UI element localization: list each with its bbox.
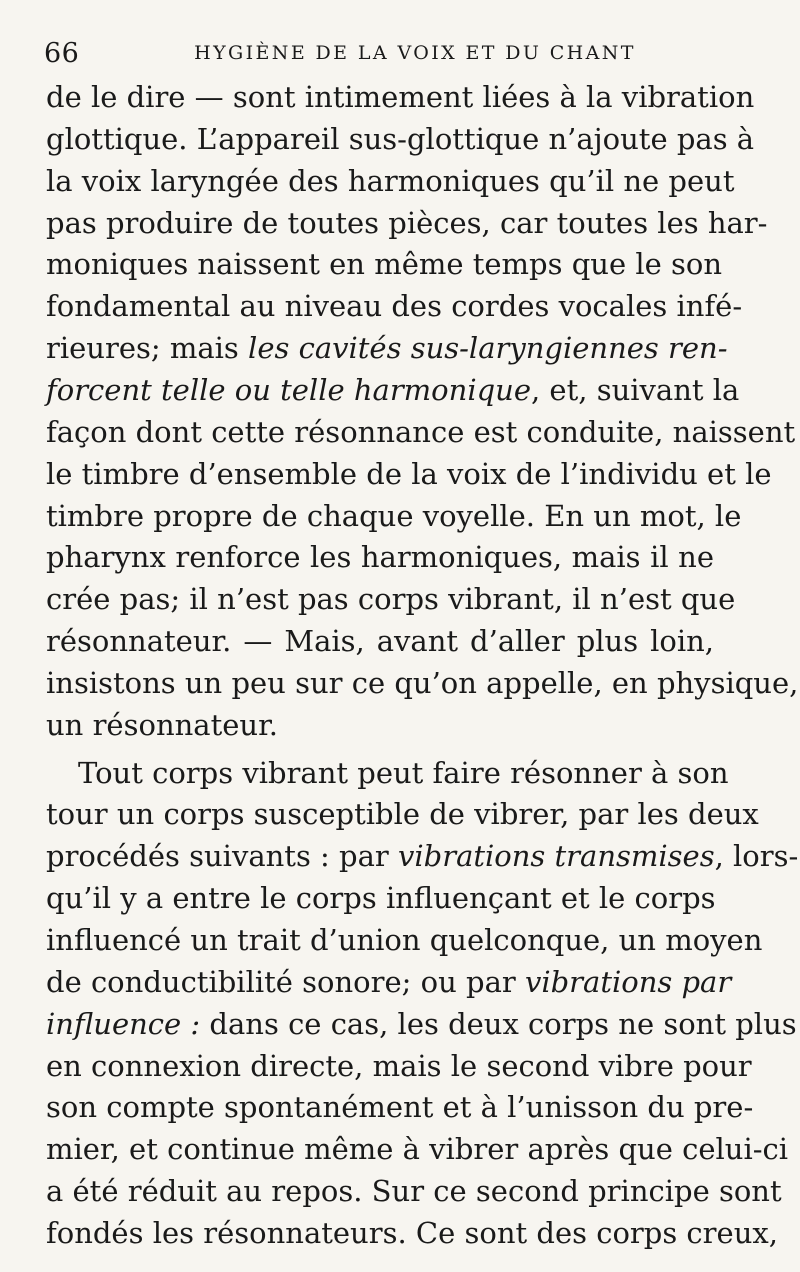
text-run: , et, suivant la [531,372,740,407]
text-run: a été réduit au repos. Sur ce second principe sont [46,1174,782,1209]
italic-phrase: forcent telle ou telle harmonique [46,372,531,407]
text-line [46,538,714,578]
text-run: de conductibilité sonore; ou par [46,964,525,999]
text-run: insistons un peu sur ce qu’on appelle, en physique, [46,665,799,700]
text-line [46,413,796,453]
text-run: façon dont cette résonnance est conduite, naissent [46,414,796,449]
text-line [46,706,714,746]
text-line [46,879,714,919]
italic-phrase: vibrations transmises [397,839,715,874]
text-line [46,78,755,118]
text-run: timbre propre de chaque voyelle. En un mot, le [46,498,742,533]
text-run: dans ce cas, les deux corps ne sont plus [200,1006,797,1041]
text-line [46,1214,778,1254]
text-run: qu’il y a entre le corps influençant et le corps [46,881,716,916]
text-line [46,1088,754,1128]
text-line [46,371,740,411]
text-run: tour un corps susceptible de vibrer, par les deux [46,797,759,832]
text-run: Tout corps vibrant peut faire résonner à son [78,755,729,790]
text-run: fondés les résonnateurs. Ce sont des corps creux, [46,1215,778,1250]
text-line [46,1130,789,1170]
text-line [46,455,772,495]
text-line [46,329,728,369]
text-run: glottique. L’appareil sus-glottique n’ajoute pas à [46,121,755,156]
text-run: mier, et continue même à vibrer après que celui-ci [46,1132,789,1167]
text-line [46,204,768,244]
text-line [46,245,723,285]
text-line [46,580,736,620]
text-run: la voix laryngée des harmoniques qu’il ne peut [46,163,735,198]
text-run: , lors- [714,839,799,874]
italic-phrase: vibrations par [524,964,732,999]
text-run: le timbre d’ensemble de la voix de l’individu et le [46,456,772,491]
text-line [46,837,799,877]
text-run: pas produire de toutes pièces, car toutes les har- [46,205,768,240]
text-run: résonnateur. — Mais, avant d’aller plus loin, [46,624,714,659]
italic-phrase: les cavités sus-laryngiennes ren- [248,331,728,366]
text-line [78,754,729,794]
text-run: pharynx renforce les harmoniques, mais il ne [46,540,714,575]
italic-phrase: influence : [46,1006,201,1041]
text-run: en connexion directe, mais le second vibre pour [46,1048,752,1083]
text-run: crée pas; il n’est pas corps vibrant, il n’est que [46,582,736,617]
text-line [46,1172,782,1212]
text-run: fondamental au niveau des cordes vocales infé- [46,289,743,324]
text-run: rieures; mais [46,331,249,366]
text-line [46,1047,752,1087]
text-run: son compte spontanément et à l’unisson du pre- [46,1090,754,1125]
text-run: de le dire — sont intimement liées à la vibration [46,80,755,114]
text-run: procédés suivants : par [46,839,398,874]
text-line [46,1005,797,1045]
text-line [46,921,763,961]
running-title: HYGIÈNE DE LA VOIX ET DU CHANT [194,42,636,64]
text-line [46,664,799,704]
text-line [46,795,759,835]
text-line [46,162,735,202]
text-line [46,497,742,537]
text-line [46,120,755,160]
text-run: influencé un trait d’union quelconque, un moyen [46,923,763,957]
text-run: un résonnateur. [46,707,278,742]
text-line [46,287,743,327]
page-number: 66 [44,38,80,69]
text-run: moniques naissent en même temps que le son [46,247,723,282]
text-line [46,622,714,662]
text-line [46,963,732,1003]
